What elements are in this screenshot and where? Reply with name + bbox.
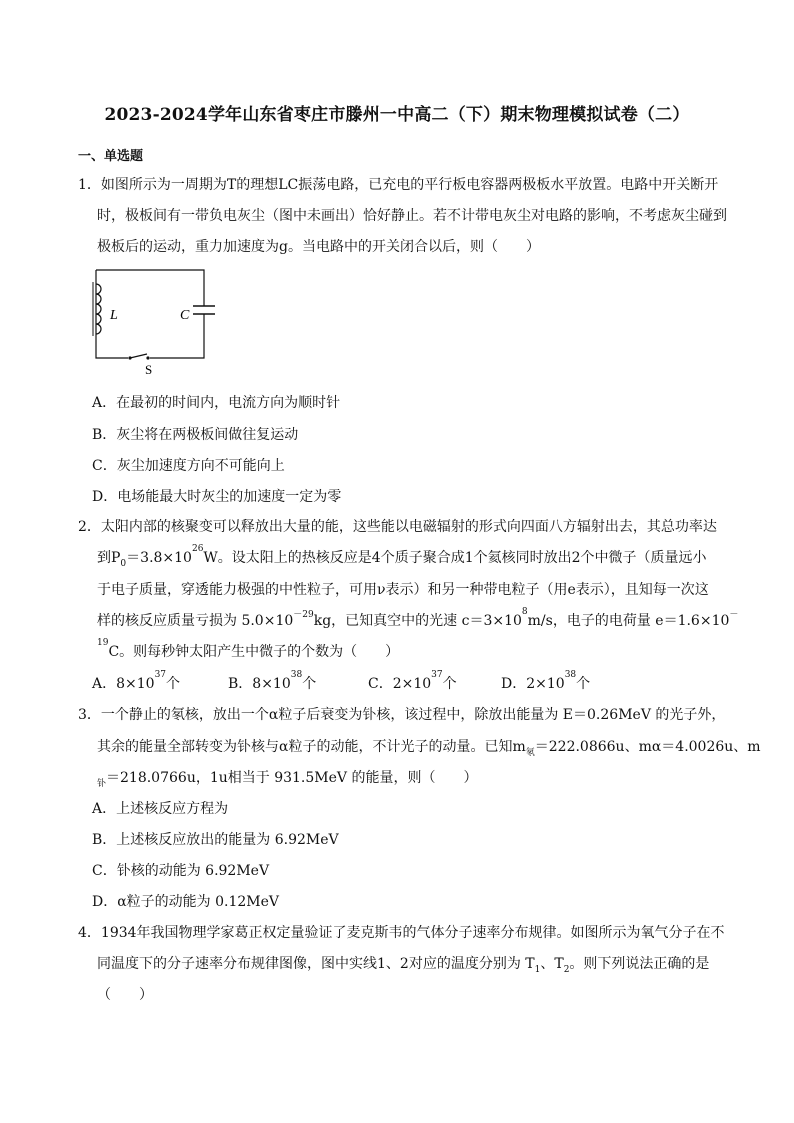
q1-text-line-2: 时，极板间有一带负电灰尘（图中未画出）恰好静止。若不计带电灰尘对电路的影响，不考虑灰尘碰到 xyxy=(97,208,727,224)
switch-blade xyxy=(130,354,147,358)
q2-option-d[interactable]: D．$2\times 10^{38}$个 xyxy=(501,670,591,692)
capacitor-label: C xyxy=(180,308,190,323)
q3-option-a[interactable]: A．上述核反应方程为 xyxy=(92,801,229,817)
q2-text-line-5: $^{19}$C。则每秒钟太阳产生中微子的个数为（ ） xyxy=(97,638,400,660)
q1-option-b[interactable]: B．灰尘将在两极板间做往复运动 xyxy=(92,427,299,443)
q1-option-d[interactable]: D．电场能最大时灰尘的加速度一定为零 xyxy=(92,489,342,505)
q1-option-c[interactable]: C．灰尘加速度方向不可能向上 xyxy=(92,458,285,474)
switch-label: S xyxy=(145,362,153,377)
q3-text-line-3: $_钋$＝218.0766u，1u相当于 931.5MeV 的能量，则（ ） xyxy=(97,770,478,789)
q2-text-line-3: 于电子质量，穿透能力极强的中性粒子，可用ν表示）和另一种带电粒子（用e表示），且知每一次这 xyxy=(97,582,709,598)
q3-text-line-2: 其余的能量全部转变为钋核与α粒子的动能，不计光子的动量。已知$m_氡=222.0866u$、mα＝4.0026u、m xyxy=(97,739,761,758)
q2-text-line-4: 样的核反应质量亏损为 $5.0\times 10^{-29}kg$，已知真空中的光速 $c=3\times 10^8m/s$，电子的电荷量 e＝1.6×10－ xyxy=(97,607,739,629)
switch-contact-left xyxy=(128,356,131,359)
exam-title: 2023-2024学年山东省枣庄市滕州一中高二（下）期末物理模拟试卷（二） xyxy=(104,105,690,125)
circuit-wire-right xyxy=(150,314,204,358)
q3-option-b[interactable]: B．上述核反应放出的能量为 6.92MeV xyxy=(92,832,339,848)
circuit-wire xyxy=(96,270,204,306)
switch-contact-right xyxy=(146,356,149,359)
q3-option-d[interactable]: D．α粒子的动能为 0.12MeV xyxy=(92,894,280,910)
section-heading: 一、单选题 xyxy=(78,149,144,164)
q1-text-line-1: 1．如图所示为一周期为T的理想LC振荡电路，已充电的平行板电容器两极板水平放置。电路中开关断开 xyxy=(78,177,719,193)
q2-option-a[interactable]: A．$8\times 10^{37}$个 xyxy=(92,670,181,692)
q2-text-line-2: 到$P_0=3.8\times 10^{26}W$。设太阳上的热核反应是4个质子聚合成1个氦核同时放出2个中微子（质量远小 xyxy=(97,544,707,569)
q4-text-line-1: 4．1934年我国物理学家葛正权定量验证了麦克斯韦的气体分子速率分布规律。如图所示为氧气分子在不 xyxy=(78,925,725,941)
q4-text-line-3: （ ） xyxy=(97,987,153,1003)
lc-circuit-figure xyxy=(88,264,218,379)
inductor-label: L xyxy=(110,308,118,323)
q2-text-line-1: 2．太阳内部的核聚变可以释放出大量的能，这些能以电磁辐射的形式向四面八方辐射出去，其总功率达 xyxy=(78,519,717,535)
q4-text-line-2: 同温度下的分子速率分布规律图像，图中实线1、2对应的温度分别为 $T_1$、$T_2$。则下列说法正确的是 xyxy=(97,956,710,975)
q2-option-c[interactable]: C．$2\times 10^{37}$个 xyxy=(368,670,457,692)
q1-option-a[interactable]: A．在最初的时间内，电流方向为顺时针 xyxy=(92,395,341,411)
q2-option-b[interactable]: B．$8\times 10^{38}$个 xyxy=(228,670,317,692)
inductor-coil xyxy=(96,284,101,334)
q3-text-line-1: 3．一个静止的氡核，放出一个α粒子后衰变为钋核，该过程中，除放出能量为 E＝0.26MeV 的光子外， xyxy=(78,707,726,723)
q1-text-line-3: 极板后的运动，重力加速度为g。当电路中的开关闭合以后，则（ ） xyxy=(97,239,540,255)
q3-option-c[interactable]: C．钋核的动能为 6.92MeV xyxy=(92,863,270,879)
